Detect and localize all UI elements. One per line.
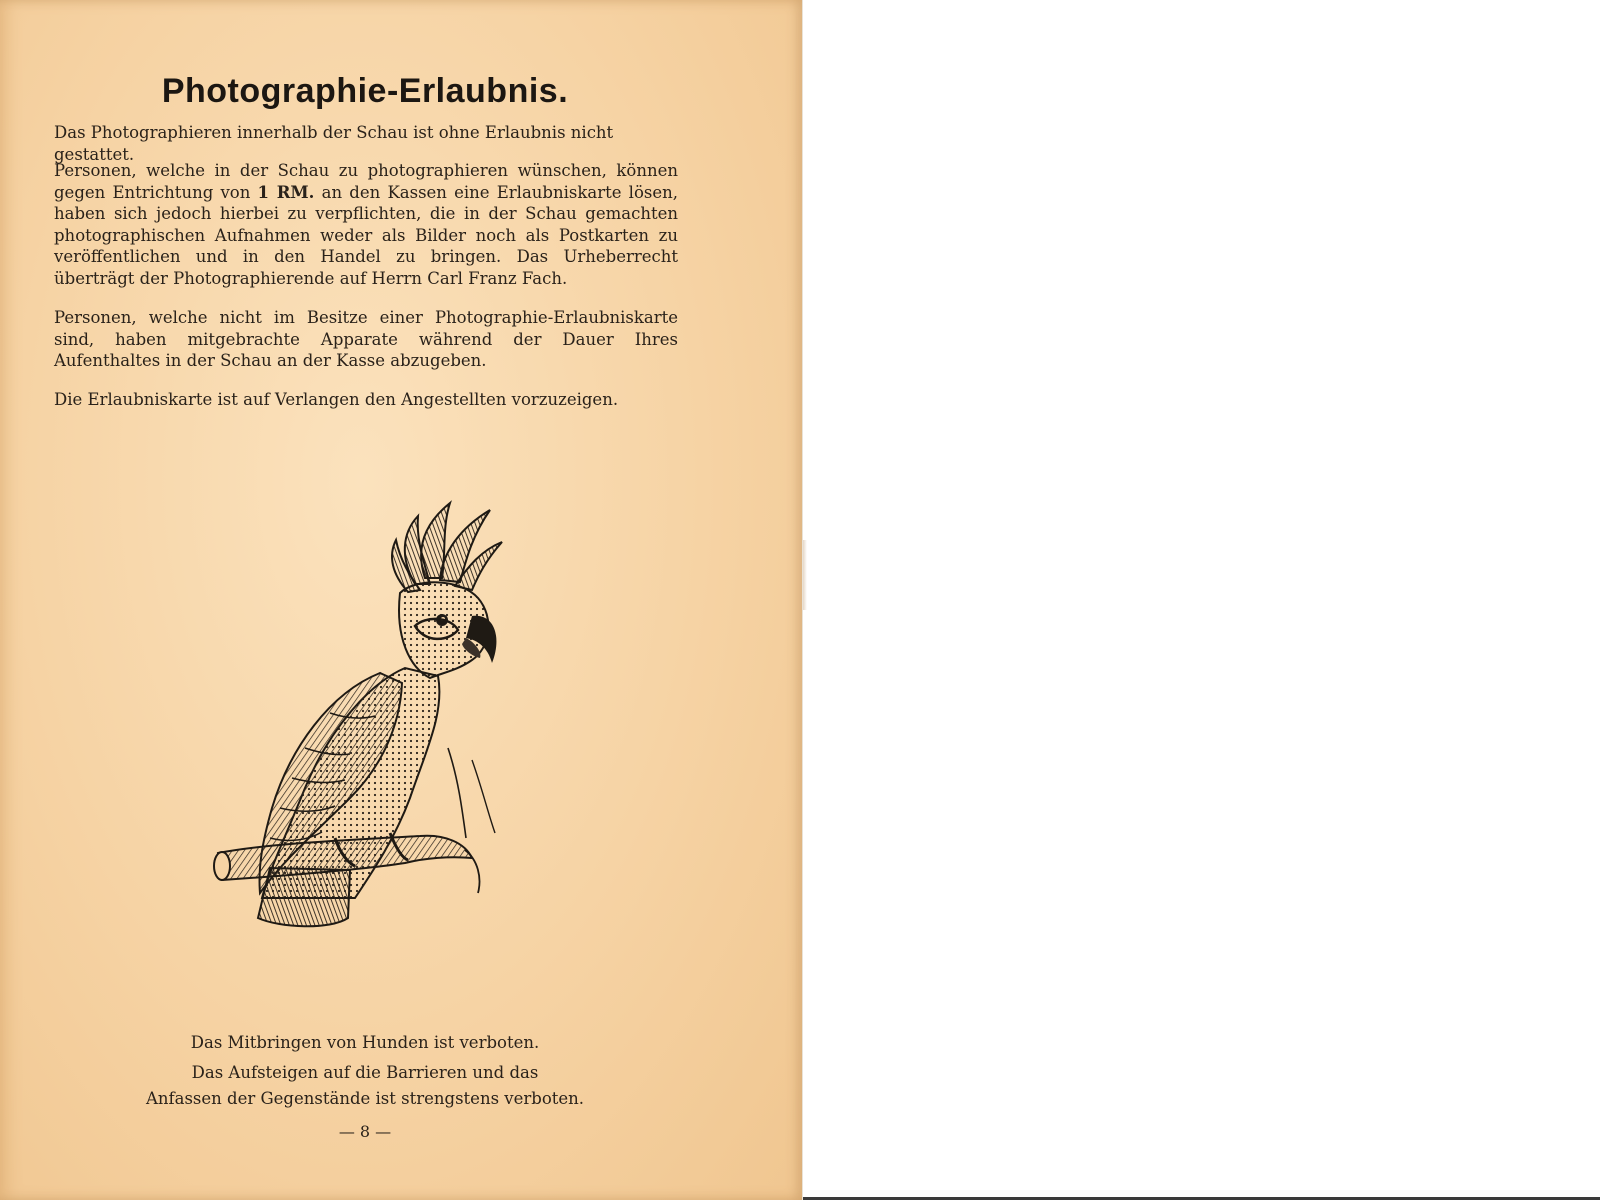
barrier-note-line1: Das Aufsteigen auf die Barrieren und das — [191, 1063, 539, 1082]
permit-fee: 1 RM. — [257, 182, 315, 202]
barrier-note-line2: Anfassen der Gegenstände ist strengstens verboten. — [145, 1089, 585, 1108]
paragraph-show-permit: Die Erlaubniskarte ist auf Verlangen den Angestellten vorzuzeigen. — [54, 390, 619, 409]
right-page-blank — [802, 0, 1600, 1200]
page-edge-shadow — [803, 540, 807, 610]
paragraph-permit-text-start: Personen, welche in der Schau zu photographieren wünschen, können gegen Entrichtung von — [54, 161, 678, 202]
footer-notes — [110, 1030, 620, 1112]
page-number: — 8 — — [338, 1122, 392, 1141]
cockatoo-illustration — [210, 498, 530, 948]
paragraph-permit-text-end: an den Kassen eine Erlaubniskarte lösen, haben sich jedoch hierbei zu verpflichten, die in der Schau gemachten photographischen Aufnahmen weder als Bilder noch als Postkarten zu veröffentlichen und in den Handel zu bringen. Das Urheberrecht überträgt der Photographierende auf Herrn Carl Franz Fach. — [54, 182, 678, 288]
paragraph-photo-ban: Das Photographieren innerhalb der Schau ist ohne Erlaubnis nicht gestattet. — [54, 123, 614, 164]
paragraph-permit-conditions — [54, 160, 678, 289]
paragraph-camera-deposit: Personen, welche nicht im Besitze einer Photographie-Erlaubniskarte sind, haben mitgebrachte Apparate während der Dauer Ihres Aufenthaltes in der Schau an der Kasse abzugeben. — [54, 308, 678, 370]
dog-ban-note: Das Mitbringen von Hunden ist verboten. — [190, 1033, 540, 1052]
page-title: Photographie-Erlaubnis. — [161, 72, 569, 110]
